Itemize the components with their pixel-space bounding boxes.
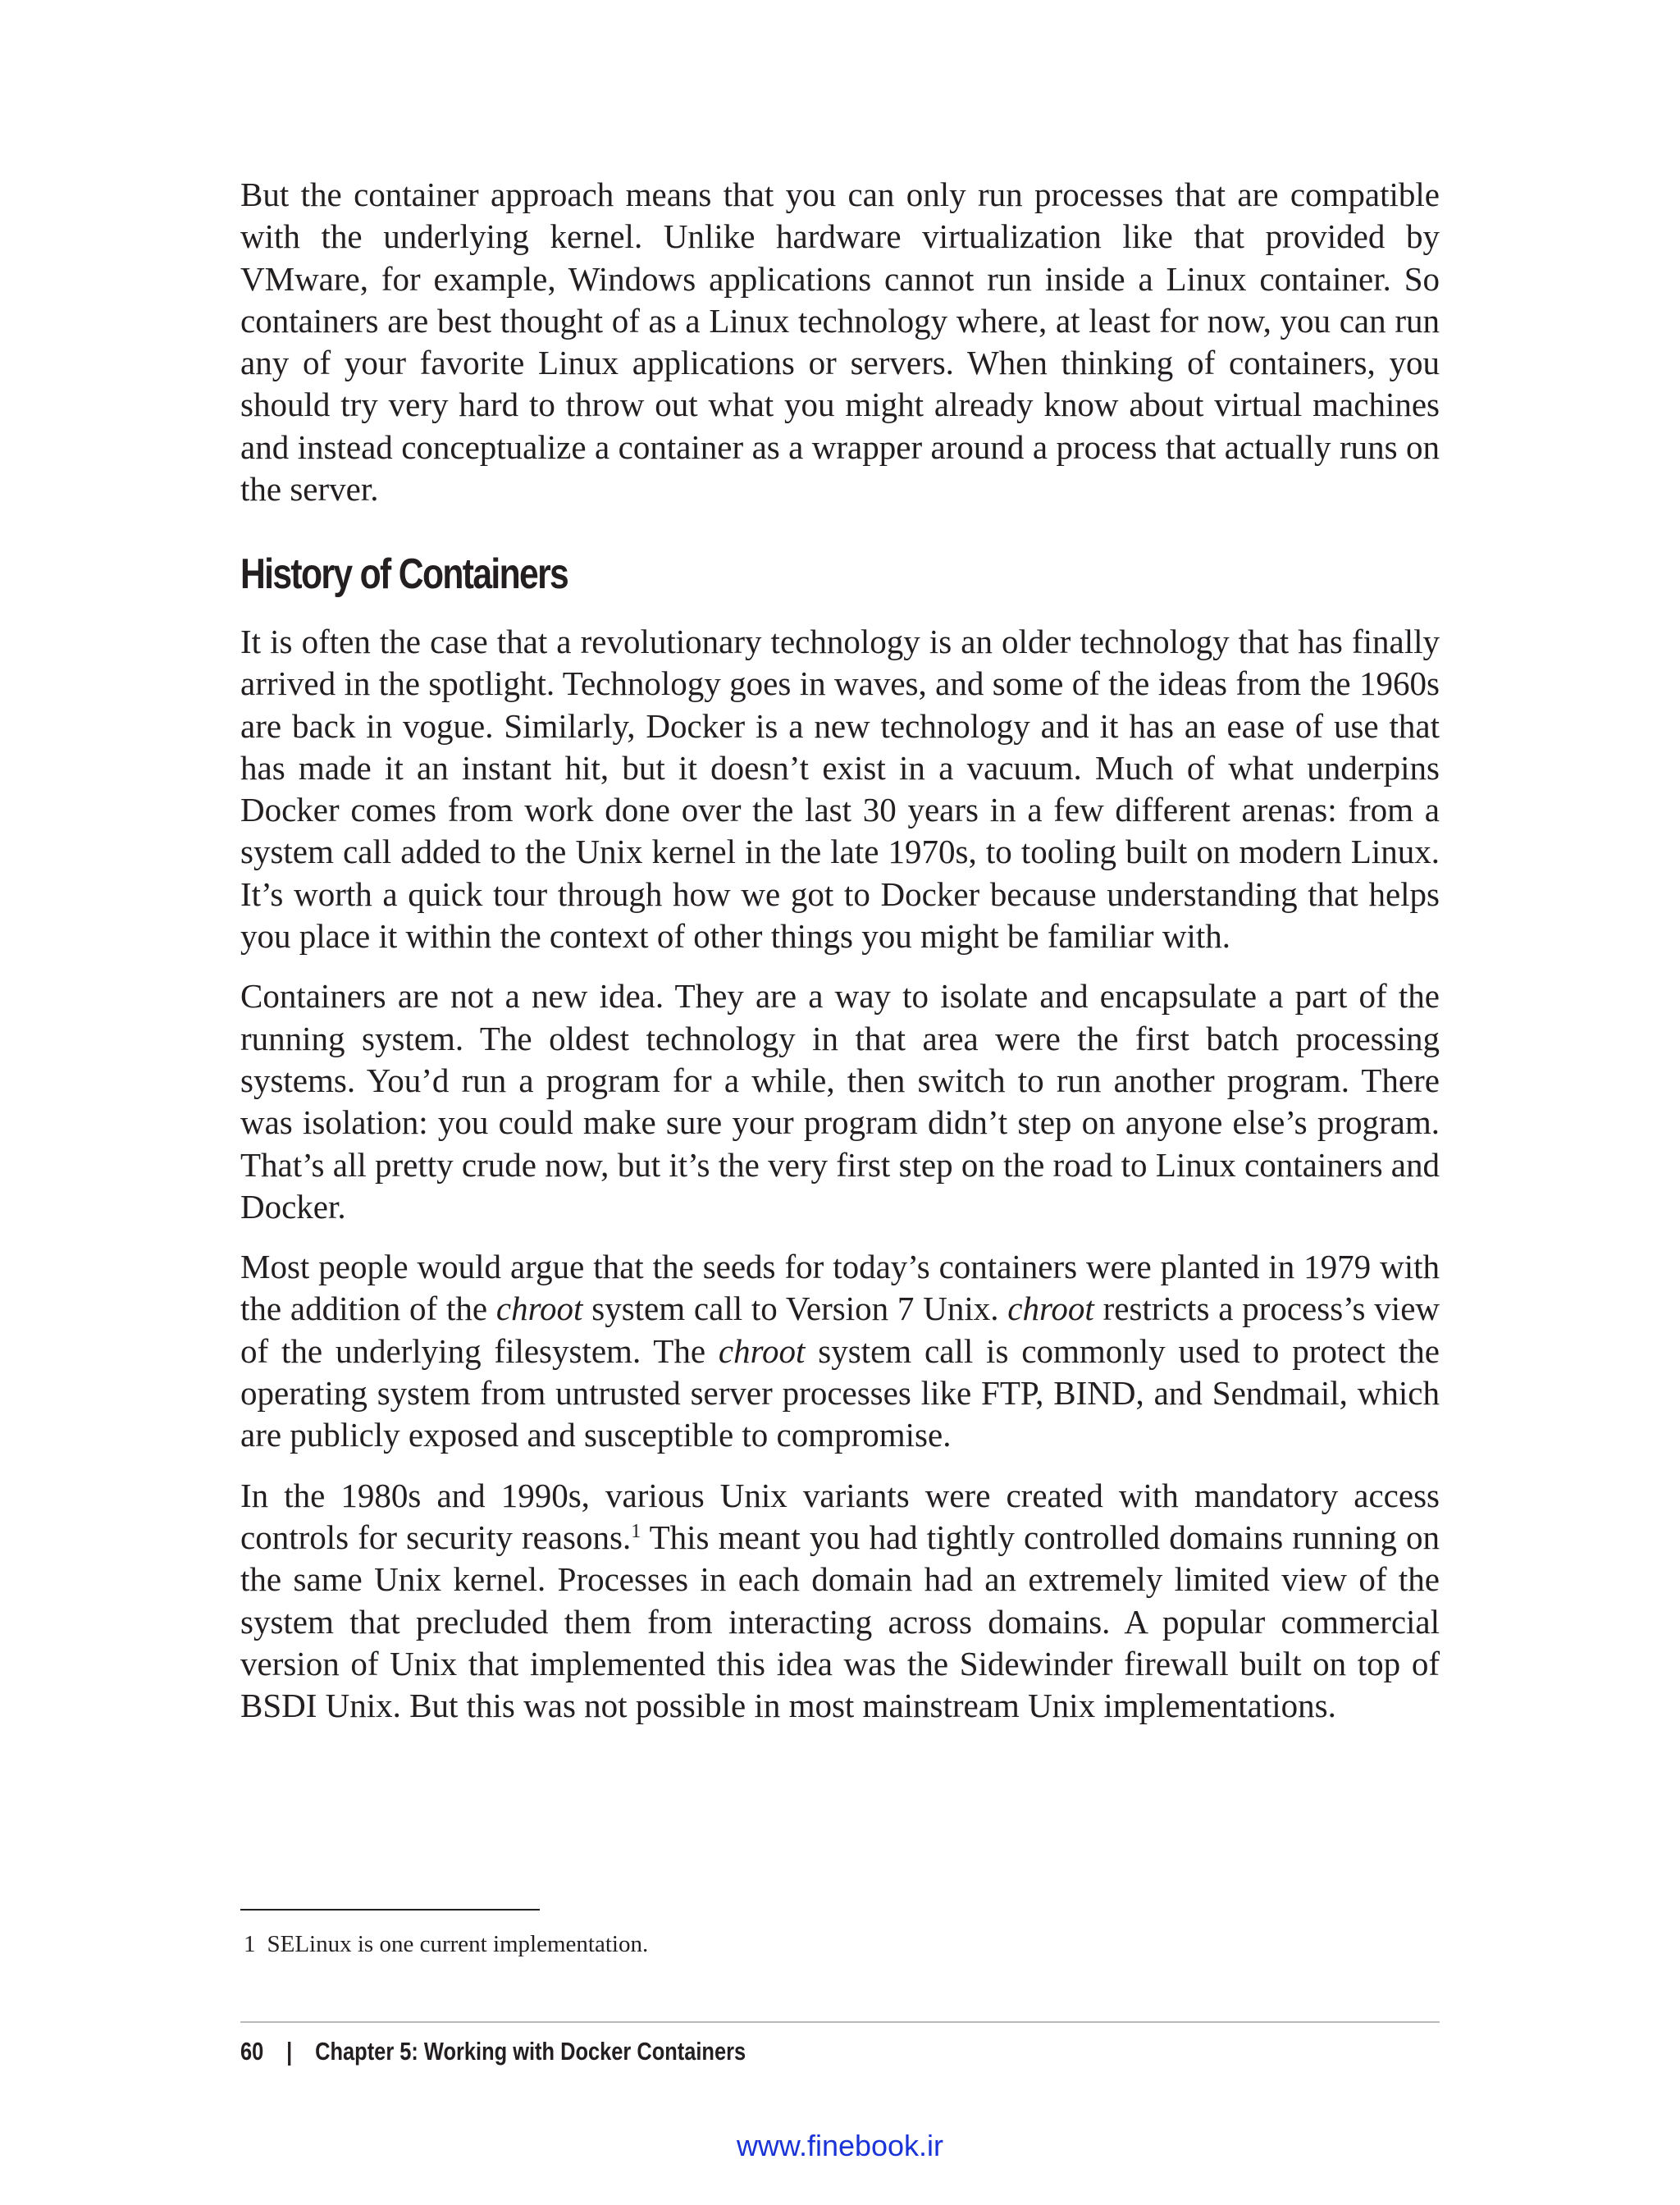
footnote-divider [240,1909,540,1911]
chroot-text-4: system call is commonly used to protect the operating system from untrusted server processes like FTP, BIND, and Sendmail, which are publicly exposed and susceptible to compromise. [240,1331,1440,1454]
section-heading: History of Containers [240,550,568,598]
chroot-term: chroot [1007,1290,1094,1328]
chapter-title: Chapter 5: Working with Docker Containers [315,2037,746,2066]
page-footer [240,2031,746,2072]
footer-divider [240,2021,1440,2023]
watermark-link[interactable]: www.finebook.ir [736,2129,944,2162]
footer-separator: | [286,2037,293,2066]
page-number: 60 [240,2037,264,2066]
paragraph-containers-not-new: Containers are not a new idea. They are a way to isolate and encapsulate a part of the running system. The oldest technology in that area were the first batch processing systems. You’d run a program for a while, then switch to run another program. There was isolation: you could make sure your program didn’t step on anyone else’s program. That’s all pretty crude now, but it’s the very first step on the road to Linux containers and Docker. [240,977,1440,1226]
footnote-text: SELinux is one current implementation. [267,1931,649,1957]
chroot-text-1: Most people would argue that the seeds for today’s containers were planted in 1979 with the addition of the [240,1248,1440,1328]
footnote-reference[interactable]: 1 [631,1520,641,1542]
footnote [244,1929,648,1959]
footnote-number: 1 [244,1931,256,1957]
paragraph-revolutionary-technology: It is often the case that a revolutionary technology is an older technology that has finally arrived in the spotlight. Technology goes in waves, and some of the ideas from the 1960s are back in vogue. Similarly, Docker is a new technology and it has an ease of use that has made it an instant hit, but it doesn’t exist in a vacuum. Much of what underpins Docker comes from work done over the last 30 years in a few different arenas: from a system call added to the Unix kernel in the late 1970s, to tooling built on modern Linux. It’s worth a quick tour through how we got to Docker because understanding that helps you place it within the context of other things you might be familiar with. [240,623,1440,956]
intro-paragraph: But the container approach means that you can only run processes that are compatible with the underlying kernel. Unlike hardware virtualization like that provided by VMware, for example, Windows applications cannot run inside a Linux container. So containers are best thought of as a Linux technology where, at least for now, you can run any of your favorite Linux applications or servers. When thinking of containers, you should try very hard to throw out what you might already know about virtual machines and instead conceptualize a container as a wrapper around a process that actually runs on the server. [240,176,1440,509]
chroot-text-3: restricts a process’s view of the underlying filesystem. The [240,1290,1440,1370]
chroot-term: chroot [718,1331,806,1370]
mac-text-2: This meant you had tightly controlled domains running on the same Unix kernel. Processes in each domain had an extremely limited view of the system that precluded them from interacting across domains. A popular commercial version of Unix that implemented this idea was the Sidewinder firewall built on top of BSDI Unix. But this was not possible in most mainstream Unix implementations. [240,1518,1440,1725]
chroot-term: chroot [495,1290,583,1328]
chroot-text-2: system call to Version 7 Unix. [582,1290,1008,1328]
section-text [240,621,1440,1727]
mac-text-1: In the 1980s and 1990s, various Unix variants were created with mandatory access controls for security reasons. [240,1476,1440,1556]
paragraph-mandatory-access [240,1475,1440,1728]
intro-text [240,174,1440,510]
paragraph-chroot [240,1246,1440,1456]
